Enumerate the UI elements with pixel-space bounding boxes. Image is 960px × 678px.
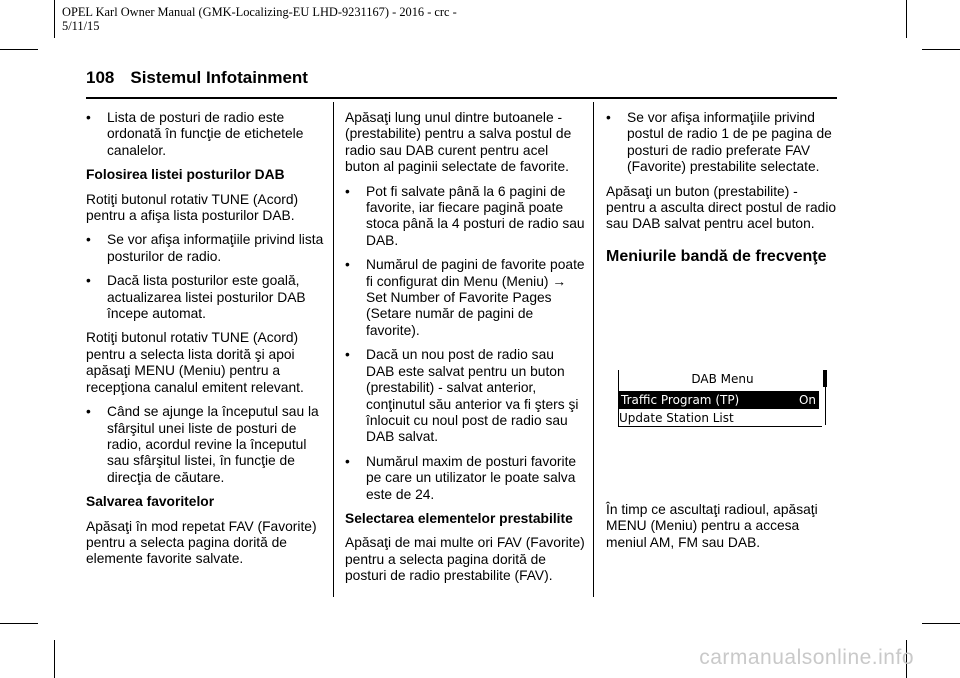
- dab-menu-scroll-thumb: [823, 370, 827, 387]
- dab-menu-item-label: Traffic Program (TP): [621, 393, 740, 407]
- column-2: [345, 110, 585, 593]
- subheading: Salvarea favoritelor: [86, 494, 215, 510]
- bullet-item: • Numărul de pagini de favorite poate fi configurat din Menu (Meniu) → Set Number of Favorite Pages (Setare număr de pagini de favorite).: [345, 257, 585, 338]
- bullet-icon: •: [345, 183, 350, 199]
- paragraph: Apăsaţi lung unul dintre butoanele - (prestabilite) pentru a salva postul de radio sau DAB curent pentru acel buton al paginii selectate de favorite.: [345, 110, 572, 175]
- bullet-item: • Numărul maxim de posturi favorite pe care un utilizator le poate salva este de 24.: [345, 453, 577, 502]
- crop-mark: [0, 623, 38, 624]
- column-1: [86, 110, 326, 576]
- page-title: Sistemul Infotainment: [130, 68, 308, 87]
- bullet-icon: •: [86, 273, 91, 289]
- dab-menu-bottom-line: [619, 426, 822, 427]
- dab-menu-item-value: On: [798, 393, 816, 407]
- column-divider: [593, 102, 594, 597]
- paragraph: Apăsaţi în mod repetat FAV (Favorite) pentru a selecta pagina dorită de elemente favorite salvate.: [86, 518, 317, 567]
- section-heading: Meniurile bandă de frecvenţe: [606, 247, 827, 265]
- watermark: carmanualsonline.info: [699, 646, 914, 669]
- bullet-item: • Când se ajunge la începutul sau la sfârşitul unei liste de posturi de radio, acordul revine la începutul sau sfârşitul listei, în funcţie de direcţia de căutare.: [86, 404, 319, 485]
- bullet-icon: •: [345, 257, 350, 273]
- heading-rule: [86, 97, 837, 99]
- dab-menu-item-update-station-list: Update Station List: [619, 411, 734, 425]
- column-divider: [333, 102, 334, 597]
- print-header-line2: 5/11/15: [62, 19, 100, 33]
- column-3-lower: [606, 502, 838, 559]
- column-3: [606, 110, 838, 266]
- crop-mark: [54, 0, 55, 38]
- subheading: Folosirea listei posturilor DAB: [86, 167, 285, 183]
- crop-mark: [54, 640, 55, 678]
- paragraph: Rotiţi butonul rotativ TUNE (Acord) pentru a afişa lista posturilor DAB.: [86, 191, 299, 224]
- bullet-item: • Pot fi salvate până la 6 pagini de favorite, iar fiecare pagină poate stoca până la 4 posturi de radio sau DAB.: [345, 183, 585, 248]
- bullet-item: • Se vor afişa informaţiile privind postul de radio 1 de pe pagina de posturi de radio preferate FAV (Favorite) prestabilite selectate.: [606, 110, 832, 175]
- bullet-icon: •: [86, 110, 91, 125]
- dab-menu-title: DAB Menu: [691, 372, 754, 386]
- crop-mark: [906, 0, 907, 38]
- paragraph: Apăsaţi un buton (prestabilite) - pentru a asculta direct postul de radio sau DAB salvat pentru acel buton.: [606, 183, 837, 232]
- bullet-icon: •: [86, 232, 91, 248]
- page-number: 108: [86, 68, 115, 87]
- paragraph: Apăsaţi de mai multe ori FAV (Favorite) pentru a selecta pagina dorită de posturi de radio prestabilite (FAV).: [345, 535, 585, 584]
- dab-menu-screen: [618, 370, 827, 427]
- crop-mark: [922, 49, 960, 50]
- page-heading: [86, 68, 308, 88]
- bullet-item: • Se vor afişa informaţiile privind lista posturilor de radio.: [86, 232, 324, 264]
- crop-mark: [0, 49, 38, 50]
- bullet-item: • Dacă lista posturilor este goală, actualizarea listei posturilor DAB începe automat.: [86, 273, 306, 322]
- print-header: [62, 5, 457, 33]
- subheading: Selectarea elementelor prestabilite: [345, 510, 573, 526]
- bullet-icon: •: [345, 347, 350, 363]
- dab-menu-item-traffic-program: [619, 391, 819, 409]
- bullet-icon: •: [345, 453, 350, 469]
- bullet-item: • Dacă un nou post de radio sau DAB este salvat pentru un buton (prestabilit) - salvat anterior, conţinutul său anterior va fi şters şi înlocuit cu noul post de radio sau DAB salvat.: [345, 347, 579, 445]
- paragraph: Rotiţi butonul rotativ TUNE (Acord) pentru a selecta lista dorită şi apoi apăsaţi MENU (Meniu) pentru a recepţiona canalul emitent relevant.: [86, 330, 304, 395]
- paragraph: În timp ce ascultaţi radioul, apăsaţi MENU (Meniu) pentru a accesa meniul AM, FM sau DAB.: [606, 502, 818, 550]
- print-header-line1: OPEL Karl Owner Manual (GMK-Localizing-EU LHD-9231167) - 2016 - crc -: [62, 5, 457, 19]
- bullet-item: • Lista de posturi de radio este ordonată în funcţie de etichetele canalelor.: [86, 110, 304, 158]
- crop-mark: [922, 623, 960, 624]
- bullet-icon: •: [606, 110, 611, 125]
- bullet-icon: •: [86, 404, 91, 420]
